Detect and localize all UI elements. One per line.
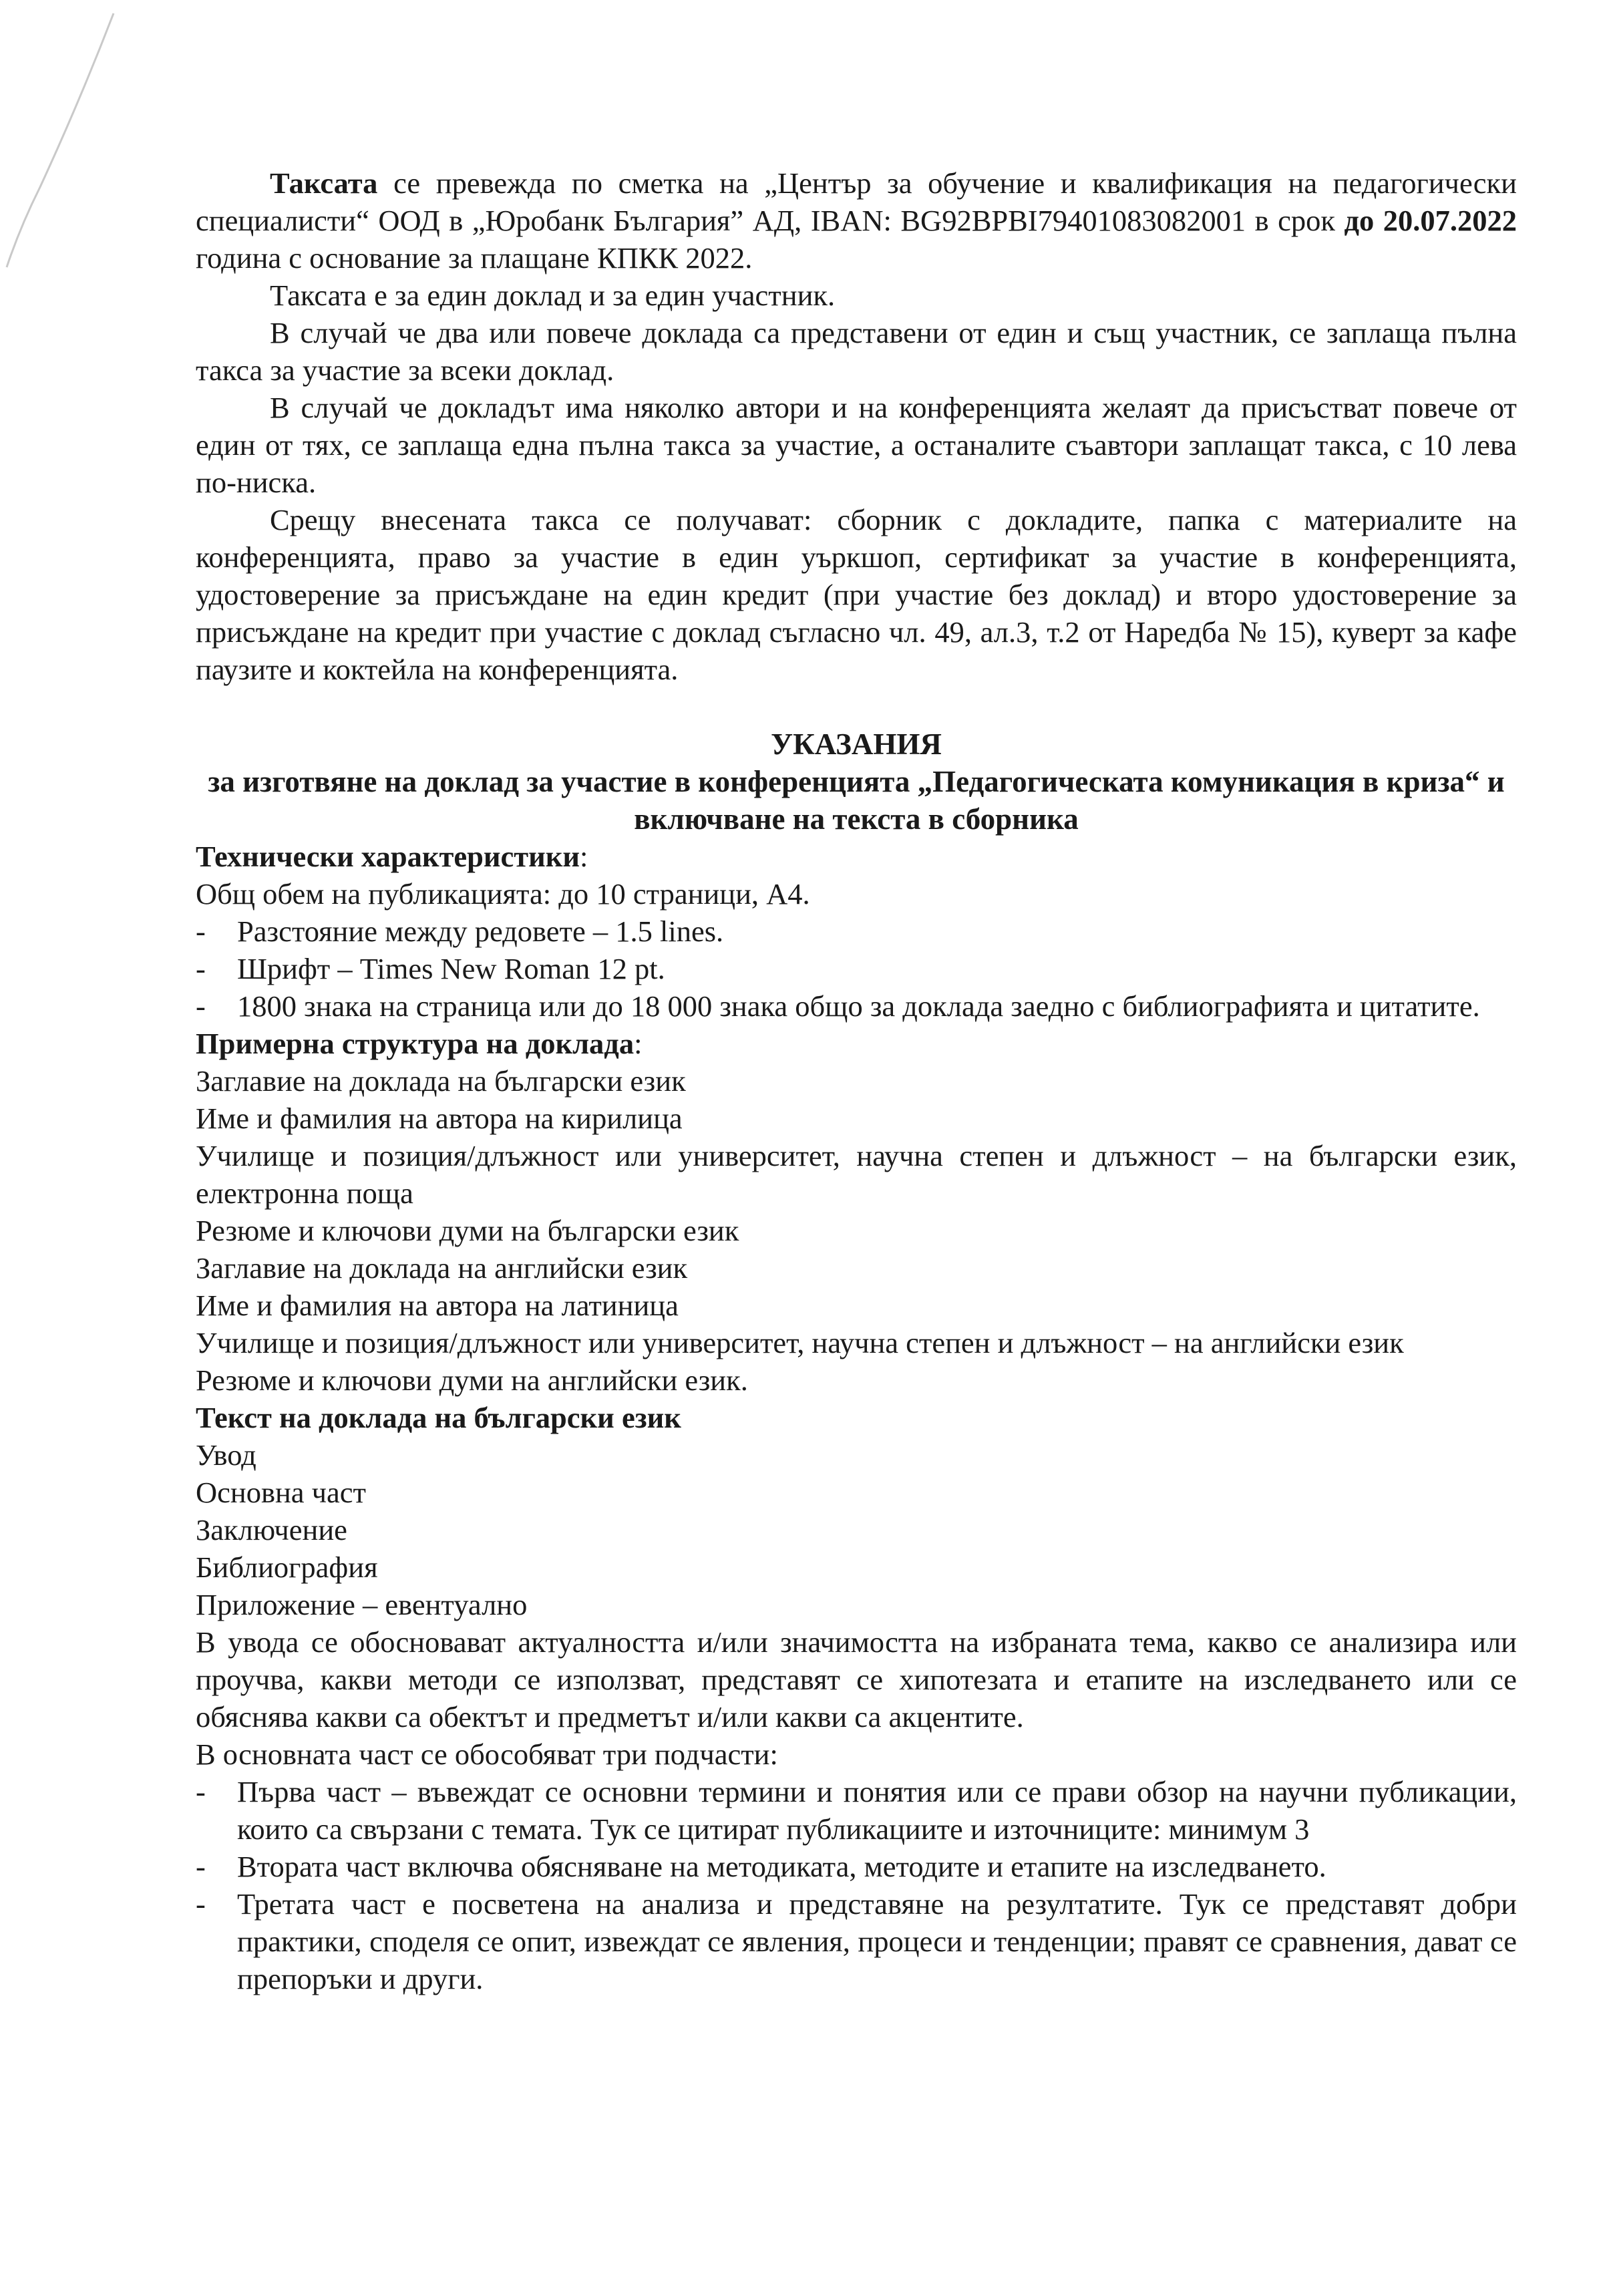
text-part-line: Приложение – евентуално: [196, 1588, 528, 1621]
structure-heading: Примерна структура на доклада: [196, 1027, 635, 1060]
structure-line: Училище и позиция/длъжност или университет, научна степен и длъжност – на английски език: [196, 1326, 1404, 1359]
scan-edge-mark: [0, 0, 200, 281]
text-part-line: Основна част: [196, 1476, 366, 1509]
tech-heading-line: Технически характеристики:: [196, 840, 588, 873]
main-part-item: - Втората част включва обясняване на методиката, методите и етапите на изследването.: [196, 1850, 1326, 1883]
main-part-item: - Третата част е посветена на анализа и представяне на резултатите. Тук се представят добри практики, споделя се опит, извеждат се явления, процеси и тенденции; правят се сравнения, дават се препоръки и други.: [196, 1887, 1517, 1995]
instructions-title: УКАЗАНИЯ: [771, 727, 942, 761]
tech-heading: Технически характеристики: [196, 840, 580, 873]
fee-text-2: година с основание за плащане КПКК 2022.: [196, 241, 753, 275]
coauthors-paragraph: В случай че докладът има няколко автори и на конференцията желаят да присъстват повече от един от тях, се заплаща една пълна такса за участие, а останалите съавтори заплащат такса, с 10 лева по-ниска.: [196, 391, 1517, 499]
structure-line: Училище и позиция/длъжност или университет, научна степен и длъжност – на български език, електронна поща: [196, 1139, 1517, 1210]
fee-lead: Таксата: [270, 166, 378, 200]
structure-line: Резюме и ключови думи на английски език.: [196, 1363, 748, 1397]
fee-paragraph: [196, 164, 1517, 277]
intro-description: В увода се обосновават актуалността и/или значимостта на избраната тема, какво се анализира или проучва, какви методи се използват, представят се хипотезата и етапите на изследването или се обяснява какви са обектът и предметът и/или какви са акцентите.: [196, 1625, 1517, 1734]
fee-includes-paragraph: Срещу внесената такса се получават: сборник с докладите, папка с материалите на конференцията, право за участие в един уъркшоп, сертификат за участие в конференцията, удостоверение за присъждане на един кредит (при участие без доклад) и второ удостоверение за присъждане на кредит при участие с доклад съгласно чл. 49, ал.3, т.2 от Наредба № 15), куверт за кафе паузите и коктейла на конференцията.: [196, 503, 1517, 686]
fee-scope-paragraph: Таксата е за един доклад и за един участник.: [270, 279, 836, 312]
text-part-line: Библиография: [196, 1550, 378, 1584]
structure-line: Заглавие на доклада на български език: [196, 1064, 686, 1098]
instructions-subtitle: за изготвяне на доклад за участие в конференцията „Педагогическата комуникация в криза“ и включване на текста в сборника: [208, 765, 1505, 836]
tech-item: - 1800 знака на страница или до 18 000 знака общо за доклада заедно с библиографията и цитатите.: [196, 989, 1480, 1023]
multiple-reports-paragraph: В случай че два или повече доклада са представени от един и същ участник, се заплаща пълна такса за участие за всеки доклад.: [196, 316, 1517, 387]
main-part-item: - Първа част – въвеждат се основни термини и понятия или се прави обзор на научни публикации, които са свързани с темата. Тук се цитират публикациите и източниците: минимум 3: [196, 1775, 1517, 1846]
structure-line: Резюме и ключови думи на български език: [196, 1214, 739, 1247]
volume-line: Общ обем на публикацията: до 10 страници, А4.: [196, 877, 810, 911]
fee-text-1: се превежда по сметка на „Център за обучение и квалификация на педагогически специалисти“ ООД в „Юробанк България” АД, IBAN: BG92BPBI79401083082001 в срок: [196, 166, 1517, 237]
section-gap: [196, 688, 1517, 725]
tech-item: - Шрифт – Times New Roman 12 pt.: [196, 952, 665, 985]
fee-deadline: до 20.07.2022: [1344, 204, 1517, 237]
structure-line: Заглавие на доклада на английски език: [196, 1251, 688, 1285]
text-section-heading: Текст на доклада на български език: [196, 1401, 681, 1434]
structure-line: Име и фамилия на автора на латиница: [196, 1289, 679, 1322]
structure-line: Име и фамилия на автора на кирилица: [196, 1102, 683, 1135]
text-part-line: Заключение: [196, 1513, 347, 1546]
structure-heading-line: Примерна структура на доклада:: [196, 1027, 643, 1060]
document-page: [196, 164, 1517, 1997]
main-part-lead: В основната част се обособяват три подчасти:: [196, 1738, 778, 1771]
text-part-line: Увод: [196, 1438, 256, 1472]
tech-item: - Разстояние между редовете – 1.5 lines.: [196, 915, 724, 948]
